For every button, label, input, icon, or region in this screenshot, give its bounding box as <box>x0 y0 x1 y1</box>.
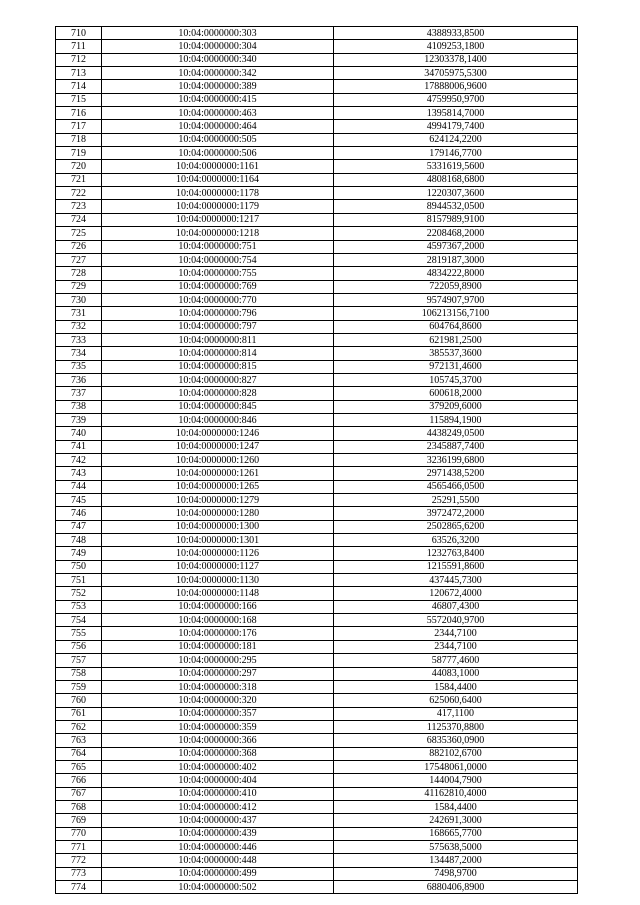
row-number-cell: 737 <box>56 387 102 400</box>
table-row <box>56 280 578 293</box>
value-cell: 2819187,3000 <box>334 253 578 266</box>
cadastral-number-cell: 10:04:0000000:1300 <box>102 520 334 533</box>
table-row <box>56 27 578 40</box>
row-number-cell: 769 <box>56 814 102 827</box>
row-number-cell: 717 <box>56 120 102 133</box>
table-row <box>56 80 578 93</box>
row-number-cell: 765 <box>56 760 102 773</box>
table-row <box>56 333 578 346</box>
table-row <box>56 267 578 280</box>
cadastral-number-cell: 10:04:0000000:342 <box>102 67 334 80</box>
row-number-cell: 712 <box>56 53 102 66</box>
cadastral-number-cell: 10:04:0000000:769 <box>102 280 334 293</box>
value-cell: 1232763,8400 <box>334 547 578 560</box>
row-number-cell: 730 <box>56 293 102 306</box>
table-row <box>56 307 578 320</box>
cadastral-number-cell: 10:04:0000000:827 <box>102 373 334 386</box>
table-row <box>56 293 578 306</box>
value-cell: 1584,4400 <box>334 680 578 693</box>
table-row <box>56 400 578 413</box>
row-number-cell: 754 <box>56 614 102 627</box>
cadastral-number-cell: 10:04:0000000:1247 <box>102 440 334 453</box>
value-cell: 385537,3600 <box>334 347 578 360</box>
value-cell: 41162810,4000 <box>334 787 578 800</box>
value-cell: 1125370,8800 <box>334 720 578 733</box>
value-cell: 1395814,7000 <box>334 107 578 120</box>
cadastral-number-cell: 10:04:0000000:1280 <box>102 507 334 520</box>
value-cell: 17548061,0000 <box>334 760 578 773</box>
row-number-cell: 774 <box>56 881 102 894</box>
row-number-cell: 731 <box>56 307 102 320</box>
cadastral-number-cell: 10:04:0000000:437 <box>102 814 334 827</box>
value-cell: 63526,3200 <box>334 534 578 547</box>
table-row <box>56 53 578 66</box>
value-cell: 168665,7700 <box>334 827 578 840</box>
value-cell: 972131,4600 <box>334 360 578 373</box>
table-row <box>56 534 578 547</box>
cadastral-number-cell: 10:04:0000000:797 <box>102 320 334 333</box>
value-cell: 882102,6700 <box>334 747 578 760</box>
table-row <box>56 667 578 680</box>
value-cell: 106213156,7100 <box>334 307 578 320</box>
row-number-cell: 732 <box>56 320 102 333</box>
value-cell: 17888006,9600 <box>334 80 578 93</box>
cadastral-number-cell: 10:04:0000000:1179 <box>102 200 334 213</box>
value-cell: 58777,4600 <box>334 654 578 667</box>
table-row <box>56 734 578 747</box>
table-row <box>56 93 578 106</box>
row-number-cell: 721 <box>56 173 102 186</box>
row-number-cell: 725 <box>56 227 102 240</box>
cadastral-number-cell: 10:04:0000000:499 <box>102 867 334 880</box>
value-cell: 179146,7700 <box>334 147 578 160</box>
row-number-cell: 770 <box>56 827 102 840</box>
table-row <box>56 827 578 840</box>
cadastral-number-cell: 10:04:0000000:412 <box>102 800 334 813</box>
cadastral-number-cell: 10:04:0000000:845 <box>102 400 334 413</box>
row-number-cell: 759 <box>56 680 102 693</box>
value-cell: 4438249,0500 <box>334 427 578 440</box>
table-row <box>56 347 578 360</box>
row-number-cell: 741 <box>56 440 102 453</box>
row-number-cell: 727 <box>56 253 102 266</box>
value-cell: 2502865,6200 <box>334 520 578 533</box>
row-number-cell: 736 <box>56 373 102 386</box>
cadastral-number-cell: 10:04:0000000:502 <box>102 881 334 894</box>
cadastral-number-cell: 10:04:0000000:439 <box>102 827 334 840</box>
value-cell: 722059,8900 <box>334 280 578 293</box>
value-cell: 4994179,7400 <box>334 120 578 133</box>
cadastral-number-cell: 10:04:0000000:368 <box>102 747 334 760</box>
row-number-cell: 771 <box>56 840 102 853</box>
cadastral-number-cell: 10:04:0000000:770 <box>102 293 334 306</box>
value-cell: 2345887,7400 <box>334 440 578 453</box>
cadastral-number-cell: 10:04:0000000:448 <box>102 854 334 867</box>
row-number-cell: 767 <box>56 787 102 800</box>
row-number-cell: 761 <box>56 707 102 720</box>
cadastral-number-cell: 10:04:0000000:318 <box>102 680 334 693</box>
row-number-cell: 713 <box>56 67 102 80</box>
table-row <box>56 373 578 386</box>
cadastral-number-cell: 10:04:0000000:1218 <box>102 227 334 240</box>
table-row <box>56 627 578 640</box>
row-number-cell: 763 <box>56 734 102 747</box>
cadastral-number-cell: 10:04:0000000:389 <box>102 80 334 93</box>
table-row <box>56 854 578 867</box>
table-row <box>56 640 578 653</box>
table-row <box>56 774 578 787</box>
row-number-cell: 722 <box>56 187 102 200</box>
cadastral-number-cell: 10:04:0000000:359 <box>102 720 334 733</box>
table-row <box>56 107 578 120</box>
value-cell: 120672,4000 <box>334 587 578 600</box>
row-number-cell: 745 <box>56 494 102 507</box>
cadastral-number-cell: 10:04:0000000:304 <box>102 40 334 53</box>
cadastral-number-cell: 10:04:0000000:176 <box>102 627 334 640</box>
value-cell: 1584,4400 <box>334 800 578 813</box>
value-cell: 242691,3000 <box>334 814 578 827</box>
row-number-cell: 735 <box>56 360 102 373</box>
cadastral-number-cell: 10:04:0000000:1279 <box>102 494 334 507</box>
table-row <box>56 587 578 600</box>
value-cell: 6880406,8900 <box>334 881 578 894</box>
value-cell: 604764,8600 <box>334 320 578 333</box>
row-number-cell: 760 <box>56 694 102 707</box>
table-row <box>56 547 578 560</box>
table-row <box>56 147 578 160</box>
table-row <box>56 560 578 573</box>
table-row <box>56 320 578 333</box>
value-cell: 2344,7100 <box>334 627 578 640</box>
row-number-cell: 764 <box>56 747 102 760</box>
value-cell: 115894,1900 <box>334 413 578 426</box>
table-row <box>56 520 578 533</box>
table-row <box>56 574 578 587</box>
row-number-cell: 758 <box>56 667 102 680</box>
cadastral-number-cell: 10:04:0000000:1130 <box>102 574 334 587</box>
table-row <box>56 387 578 400</box>
cadastral-number-cell: 10:04:0000000:1217 <box>102 213 334 226</box>
cadastral-number-cell: 10:04:0000000:815 <box>102 360 334 373</box>
cadastral-number-cell: 10:04:0000000:1261 <box>102 467 334 480</box>
cadastral-number-cell: 10:04:0000000:1246 <box>102 427 334 440</box>
cadastral-number-cell: 10:04:0000000:1260 <box>102 454 334 467</box>
value-cell: 2344,7100 <box>334 640 578 653</box>
table-row <box>56 427 578 440</box>
table-row <box>56 680 578 693</box>
row-number-cell: 714 <box>56 80 102 93</box>
table-row <box>56 187 578 200</box>
table-row <box>56 881 578 894</box>
row-number-cell: 711 <box>56 40 102 53</box>
cadastral-number-cell: 10:04:0000000:796 <box>102 307 334 320</box>
table-row <box>56 413 578 426</box>
cadastral-number-cell: 10:04:0000000:1161 <box>102 160 334 173</box>
value-cell: 625060,6400 <box>334 694 578 707</box>
cadastral-number-cell: 10:04:0000000:404 <box>102 774 334 787</box>
value-cell: 12303378,1400 <box>334 53 578 66</box>
value-cell: 4597367,2000 <box>334 240 578 253</box>
row-number-cell: 718 <box>56 133 102 146</box>
cadastral-number-cell: 10:04:0000000:814 <box>102 347 334 360</box>
row-number-cell: 716 <box>56 107 102 120</box>
row-number-cell: 753 <box>56 600 102 613</box>
cadastral-number-cell: 10:04:0000000:415 <box>102 93 334 106</box>
value-cell: 4834222,8000 <box>334 267 578 280</box>
row-number-cell: 726 <box>56 240 102 253</box>
cadastral-number-cell: 10:04:0000000:446 <box>102 840 334 853</box>
table-row <box>56 213 578 226</box>
cadastral-number-cell: 10:04:0000000:846 <box>102 413 334 426</box>
value-cell: 621981,2500 <box>334 333 578 346</box>
value-cell: 134487,2000 <box>334 854 578 867</box>
cadastral-number-cell: 10:04:0000000:754 <box>102 253 334 266</box>
row-number-cell: 738 <box>56 400 102 413</box>
row-number-cell: 762 <box>56 720 102 733</box>
cadastral-number-cell: 10:04:0000000:1265 <box>102 480 334 493</box>
value-cell: 3972472,2000 <box>334 507 578 520</box>
table-row <box>56 120 578 133</box>
table-row <box>56 494 578 507</box>
row-number-cell: 749 <box>56 547 102 560</box>
value-cell: 5331619,5600 <box>334 160 578 173</box>
row-number-cell: 740 <box>56 427 102 440</box>
table-row <box>56 654 578 667</box>
table-body <box>56 27 578 894</box>
cadastral-value-table <box>55 26 578 894</box>
cadastral-number-cell: 10:04:0000000:811 <box>102 333 334 346</box>
row-number-cell: 757 <box>56 654 102 667</box>
table-row <box>56 67 578 80</box>
row-number-cell: 723 <box>56 200 102 213</box>
table-row <box>56 160 578 173</box>
value-cell: 624124,2200 <box>334 133 578 146</box>
value-cell: 8944532,0500 <box>334 200 578 213</box>
value-cell: 3236199,6800 <box>334 454 578 467</box>
value-cell: 4808168,6800 <box>334 173 578 186</box>
cadastral-number-cell: 10:04:0000000:303 <box>102 27 334 40</box>
cadastral-number-cell: 10:04:0000000:168 <box>102 614 334 627</box>
value-cell: 44083,1000 <box>334 667 578 680</box>
table-row <box>56 440 578 453</box>
value-cell: 437445,7300 <box>334 574 578 587</box>
cadastral-number-cell: 10:04:0000000:402 <box>102 760 334 773</box>
row-number-cell: 773 <box>56 867 102 880</box>
row-number-cell: 751 <box>56 574 102 587</box>
row-number-cell: 755 <box>56 627 102 640</box>
table-row <box>56 454 578 467</box>
cadastral-number-cell: 10:04:0000000:464 <box>102 120 334 133</box>
table-row <box>56 720 578 733</box>
row-number-cell: 729 <box>56 280 102 293</box>
cadastral-number-cell: 10:04:0000000:751 <box>102 240 334 253</box>
table-row <box>56 240 578 253</box>
table-row <box>56 840 578 853</box>
row-number-cell: 744 <box>56 480 102 493</box>
cadastral-number-cell: 10:04:0000000:1164 <box>102 173 334 186</box>
row-number-cell: 748 <box>56 534 102 547</box>
value-cell: 575638,5000 <box>334 840 578 853</box>
value-cell: 379209,6000 <box>334 400 578 413</box>
row-number-cell: 752 <box>56 587 102 600</box>
cadastral-number-cell: 10:04:0000000:366 <box>102 734 334 747</box>
cadastral-number-cell: 10:04:0000000:506 <box>102 147 334 160</box>
row-number-cell: 720 <box>56 160 102 173</box>
value-cell: 46807,4300 <box>334 600 578 613</box>
value-cell: 8157989,9100 <box>334 213 578 226</box>
value-cell: 4565466,0500 <box>334 480 578 493</box>
row-number-cell: 746 <box>56 507 102 520</box>
cadastral-number-cell: 10:04:0000000:320 <box>102 694 334 707</box>
table-row <box>56 173 578 186</box>
cadastral-number-cell: 10:04:0000000:166 <box>102 600 334 613</box>
row-number-cell: 719 <box>56 147 102 160</box>
value-cell: 7498,9700 <box>334 867 578 880</box>
table-row <box>56 40 578 53</box>
value-cell: 9574907,9700 <box>334 293 578 306</box>
table-row <box>56 467 578 480</box>
row-number-cell: 728 <box>56 267 102 280</box>
cadastral-number-cell: 10:04:0000000:410 <box>102 787 334 800</box>
table-row <box>56 200 578 213</box>
value-cell: 6835360,0900 <box>334 734 578 747</box>
cadastral-number-cell: 10:04:0000000:357 <box>102 707 334 720</box>
row-number-cell: 747 <box>56 520 102 533</box>
row-number-cell: 715 <box>56 93 102 106</box>
row-number-cell: 766 <box>56 774 102 787</box>
value-cell: 2971438,5200 <box>334 467 578 480</box>
table-row <box>56 133 578 146</box>
row-number-cell: 750 <box>56 560 102 573</box>
value-cell: 600618,2000 <box>334 387 578 400</box>
table-row <box>56 614 578 627</box>
row-number-cell: 743 <box>56 467 102 480</box>
value-cell: 25291,5500 <box>334 494 578 507</box>
cadastral-number-cell: 10:04:0000000:297 <box>102 667 334 680</box>
cadastral-number-cell: 10:04:0000000:1178 <box>102 187 334 200</box>
cadastral-number-cell: 10:04:0000000:1126 <box>102 547 334 560</box>
cadastral-number-cell: 10:04:0000000:181 <box>102 640 334 653</box>
row-number-cell: 710 <box>56 27 102 40</box>
value-cell: 417,1100 <box>334 707 578 720</box>
table-row <box>56 760 578 773</box>
table-row <box>56 814 578 827</box>
table-row <box>56 707 578 720</box>
value-cell: 4759950,9700 <box>334 93 578 106</box>
value-cell: 105745,3700 <box>334 373 578 386</box>
table-row <box>56 507 578 520</box>
table-row <box>56 480 578 493</box>
table-row <box>56 800 578 813</box>
cadastral-number-cell: 10:04:0000000:463 <box>102 107 334 120</box>
table-row <box>56 867 578 880</box>
row-number-cell: 739 <box>56 413 102 426</box>
table-row <box>56 227 578 240</box>
row-number-cell: 772 <box>56 854 102 867</box>
table-row <box>56 253 578 266</box>
value-cell: 1215591,8600 <box>334 560 578 573</box>
value-cell: 4388933,8500 <box>334 27 578 40</box>
value-cell: 4109253,1800 <box>334 40 578 53</box>
row-number-cell: 742 <box>56 454 102 467</box>
cadastral-number-cell: 10:04:0000000:828 <box>102 387 334 400</box>
table-row <box>56 360 578 373</box>
table-row <box>56 600 578 613</box>
table-row <box>56 694 578 707</box>
row-number-cell: 768 <box>56 800 102 813</box>
cadastral-number-cell: 10:04:0000000:1148 <box>102 587 334 600</box>
cadastral-number-cell: 10:04:0000000:1127 <box>102 560 334 573</box>
cadastral-number-cell: 10:04:0000000:295 <box>102 654 334 667</box>
cadastral-number-cell: 10:04:0000000:505 <box>102 133 334 146</box>
row-number-cell: 756 <box>56 640 102 653</box>
table-row <box>56 787 578 800</box>
value-cell: 5572040,9700 <box>334 614 578 627</box>
cadastral-number-cell: 10:04:0000000:1301 <box>102 534 334 547</box>
cadastral-number-cell: 10:04:0000000:340 <box>102 53 334 66</box>
cadastral-number-cell: 10:04:0000000:755 <box>102 267 334 280</box>
row-number-cell: 734 <box>56 347 102 360</box>
value-cell: 1220307,3600 <box>334 187 578 200</box>
row-number-cell: 733 <box>56 333 102 346</box>
value-cell: 34705975,5300 <box>334 67 578 80</box>
value-cell: 144004,7900 <box>334 774 578 787</box>
table-row <box>56 747 578 760</box>
value-cell: 2208468,2000 <box>334 227 578 240</box>
row-number-cell: 724 <box>56 213 102 226</box>
